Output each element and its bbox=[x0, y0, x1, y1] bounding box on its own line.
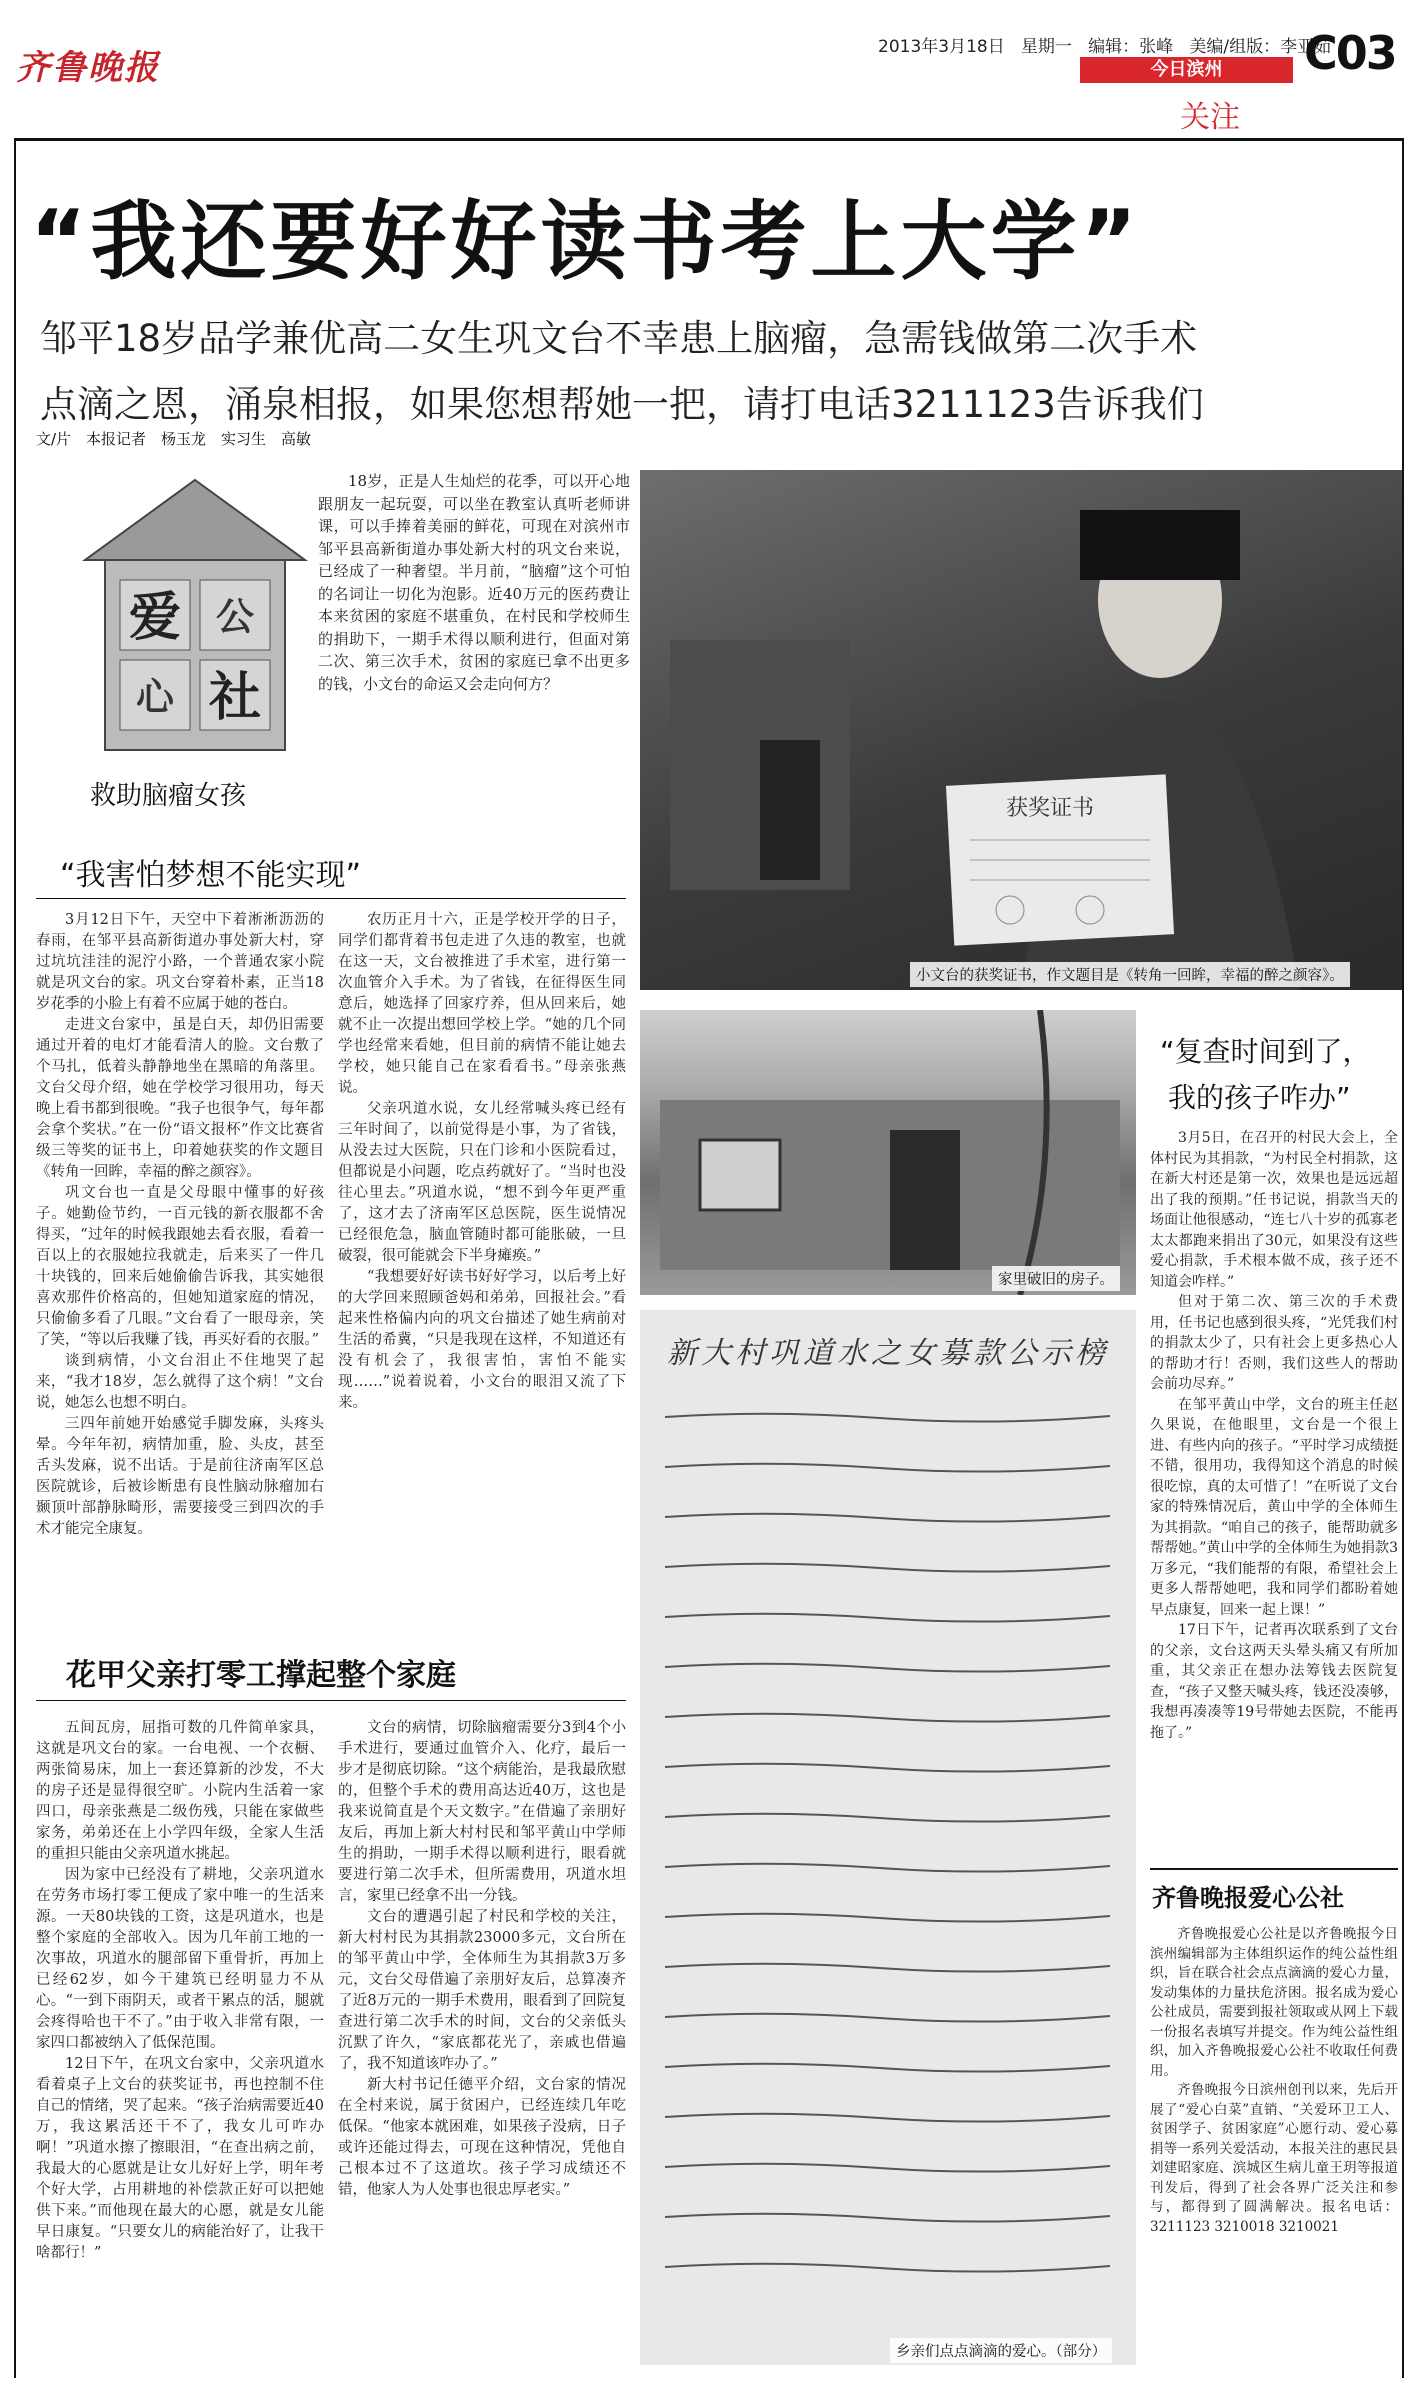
s1-p1: 3月12日下午，天空中下着淅淅沥沥的春雨，在邹平县高新街道办事处新大村，穿过坑坑洼洼的泥泞小路，一个普通农家小院就是巩文台的家。巩文台穿着朴素，正当18岁花季的小脸上有着不应属于她的苍白。 bbox=[36, 912, 324, 1012]
photo-girl-illustration bbox=[640, 470, 1402, 990]
box-column bbox=[1150, 1925, 1398, 2375]
issue-date: 2013年3月18日 bbox=[878, 37, 1005, 57]
section1-title: “我害怕梦想不能实现” bbox=[60, 858, 362, 893]
box-p1: 齐鲁晚报爱心公社是以齐鲁晚报今日滨州编辑部为主体组织运作的纯公益性组织，旨在联合社会点点滴滴的爱心力量，发动集体的力量扶危济困。报名成为爱心公社成员，需要到报社领取或从网上下载一份报名表填写并提交。作为纯公益性组织，加入齐鲁晚报爱心公社不收取任何费用。 bbox=[1150, 1926, 1398, 2079]
s1-p5: 三四年前她开始感觉手脚发麻，头疼头晕。今年年初，病情加重，脸、头皮，甚至舌头发麻，说不出话。于是前往济南军区总医院就诊，后被诊断患有良性脑动脉瘤加右颞顶叶部静脉畸形，需要接受三到四次的手术才能完全康复。 bbox=[36, 1416, 324, 1537]
logo-caption: 救助脑瘤女孩 bbox=[90, 781, 247, 811]
logo-char-4: 社 bbox=[208, 667, 262, 728]
photo1-caption: 小文台的获奖证书，作文题目是《转角一回眸，幸福的醉之颜容》。 bbox=[910, 962, 1350, 987]
s1-p8: “我想要好好读书好好学习，以后考上好的大学回来照顾爸妈和弟弟，回报社会。”看起来性格偏内向的巩文台描述了她生病前对生活的希冀，“只是我现在这样，不知道还有没有机会了，我很害怕，害怕不能实现……”说着说着，小文台的眼泪又流了下来。 bbox=[338, 1269, 626, 1411]
s2-p2: 因为家中已经没有了耕地，父亲巩道水在劳务市场打零工便成了家中唯一的生活来源。一天80块钱的工资，这是巩道水，也是整个家庭的全部收入。因为几年前工地的一次事故，巩道水的腿部留下重骨折，再加上已经62岁，如今干建筑已经明显力不从心。“一到下雨阴天，或者干累点的活，腿就会疼得哈也干不了。”由于收入非常有限，一家四口都被纳入了低保范围。 bbox=[36, 1867, 324, 2051]
s1-p6: 农历正月十六，正是学校开学的日子，同学们都背着书包走进了久违的教室，也就在这一天，文台被推进了手术室，进行第一次血管介入手术。为了省钱，在征得医生同意后，她选择了回家疗养，但从回来后，她就不止一次提出想回学校上学。“她的几个同学也经常来看她，但目前的病情不能让她去学校，她只能自己在家看看书。”母亲张燕说。 bbox=[338, 912, 626, 1096]
section1-col-2 bbox=[338, 910, 626, 1630]
certificate-title: 获奖证书 bbox=[1005, 796, 1095, 821]
section2-col-1 bbox=[36, 1718, 324, 2358]
s1-p4: 谈到病情，小文台泪止不住地哭了起来，“我才18岁，怎么就得了这个病！”文台说，她怎么也想不明白。 bbox=[36, 1353, 324, 1411]
page-border-left bbox=[14, 138, 16, 2378]
box-p2: 齐鲁晚报今日滨州创刊以来，先后开展了“爱心白菜”直销、“关爱环卫工人、贫困学子、贫困家庭”心愿行动、爱心募捐等一系列关爱活动，本报关注的惠民县刘建昭家庭、滨城区生病儿童王玥等报道刊发后，得到了社会各界广泛关注和参与，都得到了圆满解决。报名电话：3211123 3210018 3210021 bbox=[1150, 2082, 1398, 2235]
issue-weekday: 星期一 bbox=[1020, 37, 1072, 57]
logo-char-3: 公 bbox=[215, 594, 255, 639]
photo-old-house bbox=[640, 1010, 1136, 1295]
masthead-logo: 齐鲁晚报 bbox=[16, 48, 160, 88]
s3-p1: 3月5日，在召开的村民大会上，全体村民为其捐款，“为村民全村捐款，这在新大村还是第一次，效果也是远远超出了我的预期。”任书记说，捐款当天的场面让他很感动，“连七八十岁的孤寡老太太都跑来捐出了30元，如果没有这些爱心捐款，手术根本做不成，孩子还不知道会咋样。” bbox=[1150, 1130, 1398, 1290]
s3-p4: 17日下午，记者再次联系到了文台的父亲，文台这两天头晕头痛又有所加重，其父亲正在想办法筹钱去医院复查，“孩子又整天喊头疼，钱还没凑够，我想再凑凑等19号带她去医院，不能再拖了。” bbox=[1150, 1622, 1398, 1741]
logo-char-1: 爱 bbox=[128, 587, 182, 648]
subhead-2: 点滴之恩，涌泉相报，如果您想帮她一把，请打电话3211123告诉我们 bbox=[40, 383, 1204, 426]
s2-p6: 新大村书记任德平介绍，文台家的情况在全村来说，属于贫困户，已经连续几年吃低保。“他家本就困难，如果孩子没病，日子或许还能过得去，可现在这种情况，凭他自己根本过不了这道坎。孩子学习成绩还不错，他家人为人处事也很忠厚老实。” bbox=[338, 2077, 626, 2198]
page-border-right bbox=[1402, 138, 1404, 2378]
photo2-caption: 家里破旧的房子。 bbox=[992, 1266, 1120, 1291]
photo-girl-certificate bbox=[640, 470, 1402, 990]
box-title: 齐鲁晚报爱心公社 bbox=[1152, 1884, 1344, 1912]
header-meta bbox=[878, 32, 1331, 57]
donation-board-title: 新大村巩道水之女募款公示榜 bbox=[667, 1336, 1109, 1371]
header-rule bbox=[14, 138, 1404, 141]
s1-p2: 走进文台家中，虽是白天，却仍旧需要通过开着的电灯才能看清人的脸。文台敷了个马扎，低着头静静地坐在黑暗的角落里。文台父母介绍，她在学校学习很用功，每天晚上看书都到很晚。“我子也很争气，每年都会拿个奖状。”在一份“语文报杯”作文比赛省级三等奖的证书上，印着她获奖的作文题目《转角一回眸，幸福的醉之颜容》。 bbox=[36, 1017, 324, 1180]
photo3-caption: 乡亲们点点滴滴的爱心。（部分） bbox=[890, 2338, 1112, 2363]
section1-rule bbox=[36, 898, 626, 899]
logo-char-2: 心 bbox=[135, 674, 175, 719]
donation-handwriting bbox=[640, 1372, 1136, 2362]
subhead-1: 邹平18岁品学兼优高二女生巩文台不幸患上脑瘤，急需钱做第二次手术 bbox=[40, 317, 1198, 360]
s2-p3: 12日下午，在巩文台家中，父亲巩道水看着桌子上文台的获奖证书，再也控制不住自己的情绪，哭了起来。“孩子治病需要近40万，我这累活还干不了，我女儿可咋办啊！”巩道水擦了擦眼泪，“在查出病之前，我最大的心愿就是让女儿好好上学，明年考个好大学，占用耕地的补偿款正好可以把她供下来。”而他现在最大的心愿，就是女儿能早日康复。“只要女儿的病能治好了，让我干啥都行！” bbox=[36, 2056, 324, 2261]
section2-rule bbox=[36, 1700, 626, 1701]
section3-title-2: 我的孩子咋办” bbox=[1168, 1081, 1351, 1114]
section-label: 关注 bbox=[1180, 100, 1240, 135]
designer-credit: 美编/组版：李亚茹 bbox=[1189, 37, 1332, 57]
section2-title: 花甲父亲打零工撑起整个家庭 bbox=[66, 1658, 456, 1693]
headline: “我还要好好读书考上大学” bbox=[30, 192, 1142, 292]
s2-p5: 文台的遭遇引起了村民和学校的关注，新大村村民为其捐款23000多元，文台所在的邹平黄山中学，全体师生为其捐款3万多元，文台父母借遍了亲朋好友后，总算凑齐了近8万元的一期手术费用，眼看到了回院复查进行第二次手术的时间，文台的父亲低头沉默了许久，“家底都花光了，亲戚也借遍了，我不知道该咋办了。” bbox=[338, 1909, 626, 2072]
s2-p1: 五间瓦房，屈指可数的几件简单家具，这就是巩文台的家。一台电视、一个衣橱、两张简易床，加上一套还算新的沙发，不大的房子还是显得很空旷。小院内生活着一家四口，母亲张燕是二级伤残，只能在家做些家务，弟弟还在上小学四年级，全家人生活的重担只能由父亲巩道水挑起。 bbox=[36, 1720, 324, 1862]
section2-col-2 bbox=[338, 1718, 626, 2358]
byline: 文/片 本报记者 杨玉龙 实习生 高敏 bbox=[36, 430, 312, 448]
house-illustration bbox=[640, 1010, 1136, 1295]
section3-title-1: “复查时间到了， bbox=[1160, 1035, 1371, 1068]
lead-paragraph bbox=[318, 470, 630, 695]
s3-p3: 在邹平黄山中学，文台的班主任赵久果说，在他眼里，文台是一个很上进、有些内向的孩子。“平时学习成绩挺不错，很用功，我得知这个消息的时候很吃惊，真的太可惜了！”在听说了文台家的特殊情况后，黄山中学的全体师生为其捐款。“咱自己的孩子，能帮助就多帮帮她。”黄山中学的全体师生为她捐款3万多元，“我们能帮的有限，希望社会上更多人帮帮她吧，我和同学们都盼着她早点康复，回来一起上课！” bbox=[1150, 1396, 1398, 1618]
page-label: 今日滨州 bbox=[1080, 57, 1293, 83]
s1-p7: 父亲巩道水说，女儿经常喊头疼已经有三年时间了，以前觉得是小事，为了省钱，从没去过大医院，只在门诊和小医院看过，但都说是小问题，吃点药就好了。“当时也没往心里去。”巩道水说，“想不到今年更严重了，这才去了济南军区总医院，医生说情况已经很危急，脑血管随时都可能胀破，一旦破裂，很可能就会下半身瘫痪。” bbox=[338, 1101, 626, 1264]
lead-text: 18岁，正是人生灿烂的花季，可以开心地跟朋友一起玩耍，可以坐在教室认真听老师讲课，可以手捧着美丽的鲜花，可现在对滨州市邹平县高新街道办事处新大村的巩文台来说，已经成了一种奢望。半月前，“脑瘤”这个可怕的名词让一切化为泡影。近40万元的医药费让本来贫困的家庭不堪重负，在村民和学校师生的捐助下，一期手术得以顺利进行，但面对第二次、第三次手术，贫困的家庭已拿不出更多的钱，小文台的命运又会走向何方？ bbox=[318, 472, 630, 693]
love-community-logo bbox=[80, 470, 310, 770]
s2-p4: 文台的病情，切除脑瘤需要分3到4个小手术进行，要通过血管介入、化疗，最后一步才是彻底切除。“这个病能治，是我最欣慰的，但整个手术的费用高达近40万，这也是我来说简直是个天文数字。”在借遍了亲朋好友后，再加上新大村村民和邹平黄山中学师生的捐助，一期手术得以顺利进行，眼看就要进行第二次手术，但所需费用，巩道水坦言，家里已经拿不出一分钱。 bbox=[338, 1720, 626, 1904]
s1-p3: 巩文台也一直是父母眼中懂事的好孩子。她勤俭节约，一百元钱的新衣服都不舍得买，“过年的时候我跟她去看衣服，看着一百以上的衣服她拉我就走，后来买了一件几十块钱的，回来后她偷偷告诉我，其实她很喜欢那件价格高的，但她知道家庭的情况，只偷偷多看了几眼。”文台看了一眼母亲，笑了笑，“等以后我赚了钱，再买好看的衣服。” bbox=[36, 1185, 324, 1348]
page-number: C03 bbox=[1304, 26, 1396, 80]
s3-p2: 但对于第二次、第三次的手术费用，任书记也感到很头疼，“光凭我们村的捐款太少了，只有社会上更多热心人的帮助才行！否则，我们这些人的帮助会前功尽弃。” bbox=[1150, 1294, 1398, 1392]
photo-donation-list bbox=[640, 1310, 1136, 2365]
section1-col-1 bbox=[36, 910, 324, 1630]
box-top-rule bbox=[1150, 1868, 1398, 1870]
house-logo-icon bbox=[80, 470, 310, 770]
editor-credit: 编辑：张峰 bbox=[1088, 37, 1174, 57]
